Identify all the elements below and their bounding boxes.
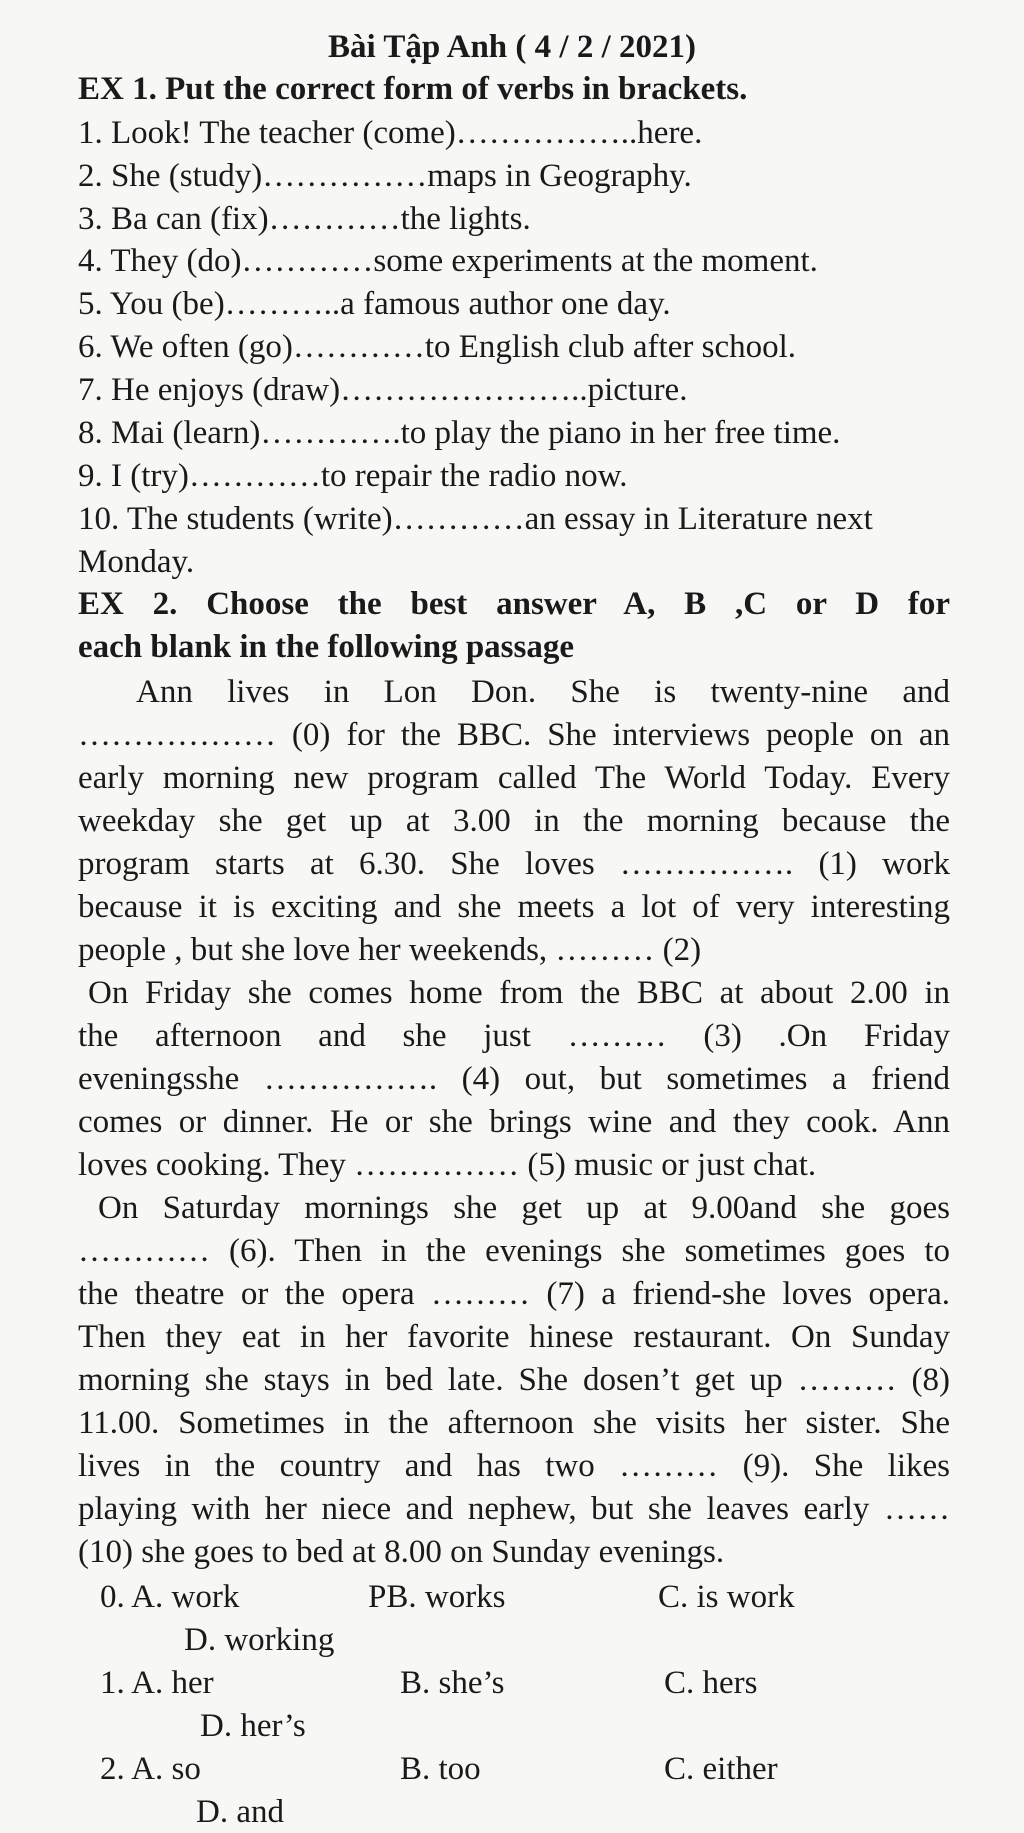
page-title: Bài Tập Anh ( 4 / 2 / 2021) bbox=[328, 29, 696, 65]
passage-line: because it is exciting and she meets a lot of very interesting bbox=[78, 889, 950, 925]
passage-line: Then they eat in her favorite hinese restaurant. On Sunday bbox=[78, 1319, 950, 1355]
option-b: B. she’s bbox=[400, 1665, 505, 1701]
ex1-item: 1. Look! The teacher (come)……………..here. bbox=[78, 115, 703, 151]
ex1-item: 6. We often (go)…………to English club after school. bbox=[78, 329, 797, 365]
option-d: D. working bbox=[184, 1622, 335, 1658]
option-a: 2. A. so bbox=[100, 1751, 201, 1787]
passage-line: (10) she goes to bed at 8.00 on Sunday evenings. bbox=[78, 1534, 725, 1570]
passage-line: ……………… (0) for the BBC. She interviews people on an bbox=[78, 717, 950, 753]
ex1-item: Monday. bbox=[78, 544, 195, 580]
ex1-item: 4. They (do)…………some experiments at the moment. bbox=[78, 243, 818, 279]
ex1-item: 5. You (be)………..a famous author one day. bbox=[78, 286, 671, 322]
option-c: C. is work bbox=[658, 1579, 795, 1615]
ex1-item: 9. I (try)…………to repair the radio now. bbox=[78, 458, 628, 494]
passage-line: lives in the country and has two ……… (9). She likes bbox=[78, 1448, 950, 1484]
option-c: C. either bbox=[664, 1751, 778, 1787]
passage-line: the afternoon and she just ……… (3) .On Friday bbox=[78, 1018, 950, 1054]
ex1-item: 7. He enjoys (draw)…………………..picture. bbox=[78, 372, 688, 408]
ex1-item: 10. The students (write)…………an essay in Literature next bbox=[78, 501, 873, 537]
option-b: B. too bbox=[400, 1751, 481, 1787]
passage-line: playing with her niece and nephew, but she leaves early …… bbox=[78, 1491, 950, 1527]
passage-line: comes or dinner. He or she brings wine and they cook. Ann bbox=[78, 1104, 950, 1140]
passage-line: people , but she love her weekends, ……… (2) bbox=[78, 932, 702, 968]
passage-line: ………… (6). Then in the evenings she sometimes goes to bbox=[78, 1233, 950, 1269]
option-a: 0. A. work bbox=[100, 1579, 240, 1615]
ex1-heading: EX 1. Put the correct form of verbs in brackets. bbox=[78, 71, 748, 107]
ex1-item: 8. Mai (learn)………….to play the piano in her free time. bbox=[78, 415, 841, 451]
passage-line: On Saturday mornings she get up at 9.00and she goes bbox=[98, 1190, 950, 1226]
option-c: C. hers bbox=[664, 1665, 758, 1701]
ex1-item: 2. She (study)……………maps in Geography. bbox=[78, 158, 692, 194]
passage-line: loves cooking. They …………… (5) music or just chat. bbox=[78, 1147, 817, 1183]
passage-line: On Friday she comes home from the BBC at about 2.00 in bbox=[88, 975, 950, 1011]
passage-line: early morning new program called The World Today. Every bbox=[78, 760, 950, 796]
ex2-heading-line: each blank in the following passage bbox=[78, 629, 574, 665]
passage-line: weekday she get up at 3.00 in the morning because the bbox=[78, 803, 950, 839]
ex1-item: 3. Ba can (fix)…………the lights. bbox=[78, 201, 531, 237]
passage-line: morning she stays in bed late. She dosen’t get up ……… (8) bbox=[78, 1362, 950, 1398]
passage-line: Ann lives in Lon Don. She is twenty-nine and bbox=[136, 674, 950, 710]
passage-line: the theatre or the opera ……… (7) a friend-she loves opera. bbox=[78, 1276, 950, 1312]
option-b: PB. works bbox=[368, 1579, 506, 1615]
option-d: D. her’s bbox=[200, 1708, 306, 1744]
option-a: 1. A. her bbox=[100, 1665, 214, 1701]
option-d: D. and bbox=[196, 1794, 284, 1830]
ex2-heading-line: EX 2. Choose the best answer A, B ,C or D for bbox=[78, 586, 950, 622]
passage-line: 11.00. Sometimes in the afternoon she visits her sister. She bbox=[78, 1405, 950, 1441]
passage-line: eveningsshe ……………. (4) out, but sometimes a friend bbox=[78, 1061, 950, 1097]
passage-line: program starts at 6.30. She loves ……………. (1) work bbox=[78, 846, 950, 882]
